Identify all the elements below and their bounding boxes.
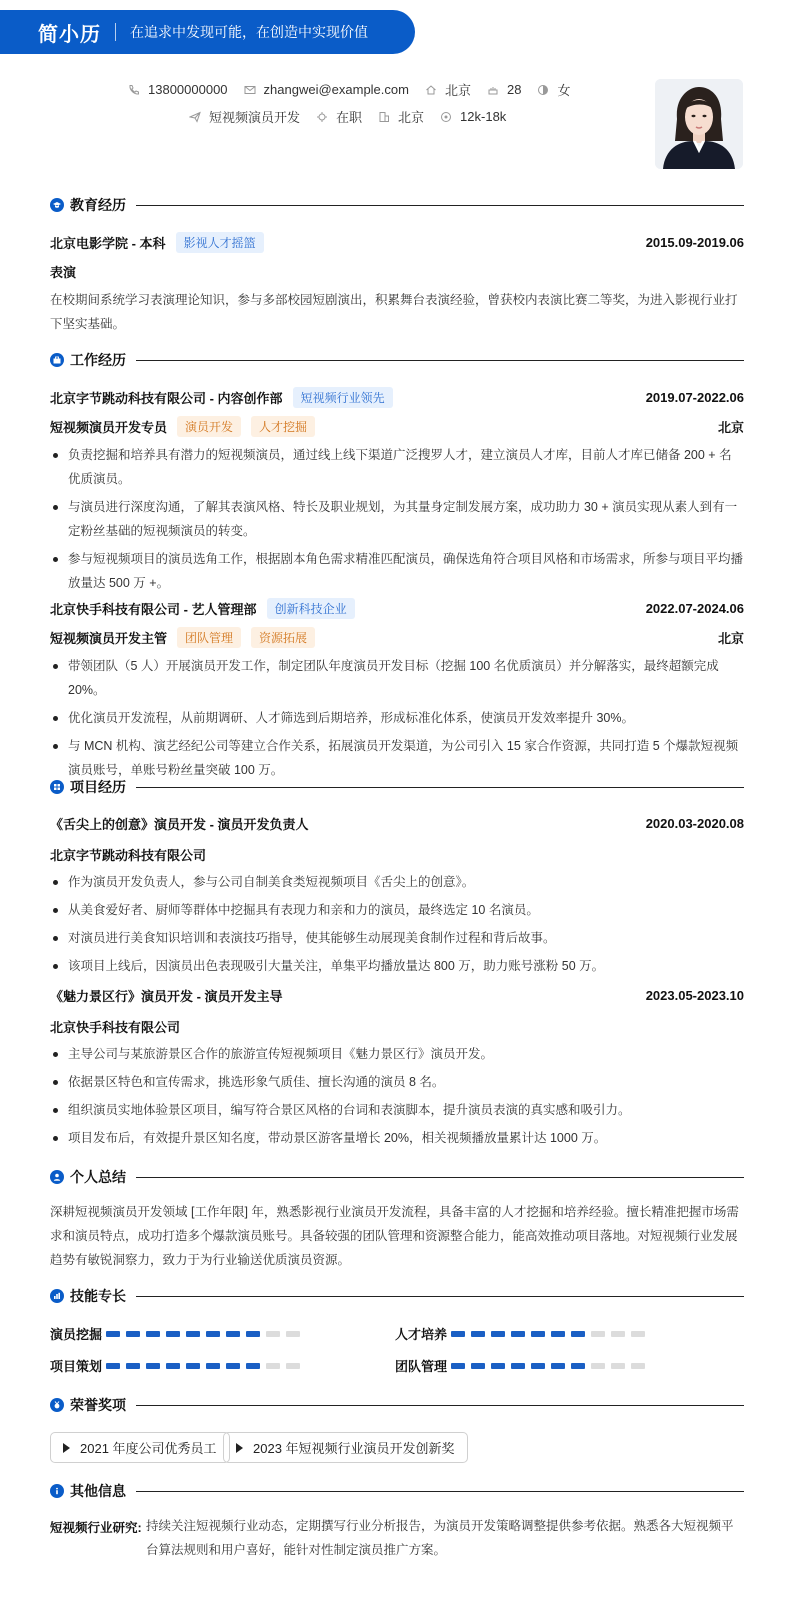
phone-icon [128,84,140,96]
skill-item [50,1324,306,1343]
briefcase-icon [50,353,64,367]
summary-text: 深耕短视频演员开发领域 [工作年限] 年，熟悉影视行业演员开发流程，具备丰富的人才挖掘和培养经验。擅长精准把握市场需求和演员特点，成功打造多个爆款演员账号。具备较强的团队管理和资源整合能力，能高效推动项目落地。对短视频行业发展趋势有敏锐洞察力，致力于为行业输送优质演员资源。 [50,1205,739,1267]
list-item: 该项目上线后，因演员出色表现吸引大量关注，单集平均播放量达 800 万，助力账号涨粉 50 万。 [50,954,744,978]
location-item [425,80,471,99]
email-text: zhangwei@example.com [263,82,409,97]
list-item: 带领团队（5 人）开展演员开发工作，制定团队年度演员开发目标（挖掘 100 名优质演员）并分解落实，最终超额完成 20%。 [50,654,744,702]
skill-segment-filled [166,1363,180,1369]
status-icon [316,111,328,123]
section-awards [50,1395,744,1415]
skill-segment-filled [186,1331,200,1337]
skill-level-bar [106,1331,306,1337]
work-2-role-row [50,627,744,648]
skill-segment-filled [531,1363,545,1369]
list-item: 依据景区特色和宣传需求，挑选形象气质佳、擅长沟通的演员 8 名。 [50,1070,744,1094]
skill-segment-filled [511,1363,525,1369]
project-company: 北京快手科技有限公司 [50,1020,181,1035]
skill-segment-empty [266,1331,280,1337]
project-1-header [50,814,744,833]
skill-segment-empty [286,1331,300,1337]
skill-segment-empty [286,1363,300,1369]
contact-row-1 [128,80,586,99]
work-company: 北京字节跳动科技有限公司 - 内容创作部 [50,391,283,406]
list-item: 主导公司与某旅游景区合作的旅游宣传短视频项目《魅力景区行》演员开发。 [50,1042,744,1066]
banner-divider [115,23,116,41]
skill-segment-empty [591,1363,605,1369]
work-company-tag: 创新科技企业 [267,598,355,619]
list-item: 从美食爱好者、厨师等群体中挖掘具有表现力和亲和力的演员，最终选定 10 名演员。 [50,898,744,922]
skill-segment-filled [186,1363,200,1369]
salary-icon [440,111,452,123]
education-date: 2015.09-2019.06 [645,235,744,250]
skill-segment-filled [531,1331,545,1337]
list-item: 对演员进行美食知识培训和表演技巧指导，使其能够生动展现美食制作过程和背后故事。 [50,926,744,950]
skill-segment-filled [551,1331,565,1337]
other-text: 持续关注短视频行业动态，定期撰写行业分析报告，为演员开发策略调整提供参考依据。熟悉各大短视频平台算法规则和用户喜好，能针对性制定演员推广方案。 [146,1519,734,1557]
skill-segment-filled [146,1331,160,1337]
skill-segment-filled [491,1363,505,1369]
email-item [244,82,409,97]
section-summary [50,1167,744,1187]
skill-segment-empty [611,1363,625,1369]
skill-segment-filled [166,1331,180,1337]
mail-icon [244,84,256,96]
play-icon [236,1443,243,1453]
skill-segment-filled [246,1363,260,1369]
bar-chart-icon [50,1289,64,1303]
project-title: 《魅力景区行》演员开发 - 演员开发主导 [50,989,283,1004]
skill-segment-filled [246,1331,260,1337]
header-banner [0,10,415,54]
person-icon [50,1170,64,1184]
resume-slogan: 在追求中发现可能，在创造中实现价值 [130,24,368,40]
section-divider [136,205,744,206]
location-text: 北京 [444,83,471,98]
list-item: 与演员进行深度沟通，了解其表演风格、特长及职业规划，为其量身定制发展方案，成功助力 30 + 演员实现从素人到有一定粉丝基础的短视频演员的转变。 [50,495,744,543]
work-city: 北京 [717,420,744,435]
age-item [487,82,521,97]
skill-segment-filled [511,1331,525,1337]
role-tag: 演员开发 [177,416,241,437]
target-city-item [378,107,424,126]
section-divider [136,1491,744,1492]
work-date: 2019.07-2022.06 [645,390,744,405]
skill-segment-filled [551,1363,565,1369]
medal-icon [50,1398,64,1412]
skill-item [395,1324,651,1343]
skill-name: 演员挖掘 [50,1327,103,1342]
work-company-tag: 短视频行业领先 [293,387,393,408]
list-item: 负责挖掘和培养具有潜力的短视频演员，通过线上线下渠道广泛搜罗人才，建立演员人才库，目前人才库已储备 200 + 名优质演员。 [50,443,744,491]
section-divider [136,1177,744,1178]
school-tag: 影视人才摇篮 [176,232,264,253]
list-item: 组织演员实地体验景区项目，编写符合景区风格的台词和表演脚本，提升演员表演的真实感和吸引力。 [50,1098,744,1122]
play-icon [63,1443,70,1453]
project-company: 北京字节跳动科技有限公司 [50,848,207,863]
section-title: 荣誉奖项 [70,1397,126,1413]
project-date: 2023.05-2023.10 [645,988,744,1003]
education-header [50,232,744,253]
section-divider [136,1405,744,1406]
send-icon [189,111,201,123]
contact-row-2 [189,107,522,126]
section-title: 项目经历 [70,779,126,795]
section-other [50,1481,744,1501]
award-item [50,1432,230,1463]
project-2-bullets [50,1042,744,1154]
project-2-header [50,986,744,1005]
skill-segment-empty [631,1331,645,1337]
age-icon [487,84,499,96]
target-job-item [189,107,300,126]
skill-segment-filled [146,1363,160,1369]
phone-text: 13800000000 [148,82,228,97]
award-item [223,1432,468,1463]
target-city-text: 北京 [398,110,425,125]
resume-name: 简小历 [38,23,101,46]
section-title: 技能专长 [70,1288,126,1304]
skill-level-bar [106,1363,306,1369]
work-2-header [50,598,744,619]
work-role: 短视频演员开发专员 [50,420,168,435]
project-date: 2020.03-2020.08 [645,816,744,831]
skill-segment-filled [106,1331,120,1337]
section-skills [50,1286,744,1306]
gender-text: 女 [557,83,571,98]
list-item: 作为演员开发负责人，参与公司自制美食类短视频项目《舌尖上的创意》。 [50,870,744,894]
grid-icon [50,780,64,794]
project-title: 《舌尖上的创意》演员开发 - 演员开发负责人 [50,817,309,832]
role-tag: 资源拓展 [251,627,315,648]
other-label: 短视频行业研究: [50,1521,142,1535]
work-company: 北京快手科技有限公司 - 艺人管理部 [50,602,257,617]
skill-segment-filled [206,1363,220,1369]
skill-segment-filled [471,1363,485,1369]
school-name: 北京电影学院 - 本科 [50,236,166,251]
phone-item [128,82,228,97]
home-icon [425,84,437,96]
list-item: 项目发布后，有效提升景区知名度，带动景区游客量增长 20%，相关视频播放量累计达 1000 万。 [50,1126,744,1150]
section-title: 个人总结 [70,1169,126,1185]
skill-name: 团队管理 [395,1359,448,1374]
skill-name: 项目策划 [50,1359,103,1374]
graduation-cap-icon [50,198,64,212]
skill-segment-filled [451,1363,465,1369]
status-item [316,107,362,126]
age-text: 28 [506,82,522,97]
project-1-bullets [50,870,744,982]
skill-segment-empty [611,1331,625,1337]
section-divider [136,1296,744,1297]
skill-segment-filled [106,1363,120,1369]
skill-level-bar [451,1363,651,1369]
list-item: 与 MCN 机构、演艺经纪公司等建立合作关系，拓展演员开发渠道，为公司引入 15 家合作资源，共同打造 5 个爆款短视频演员账号，单账号粉丝量突破 100 万。 [50,734,744,782]
list-item: 参与短视频项目的演员选角工作，根据剧本角色需求精准匹配演员，确保选角符合项目风格和市场需求，所参与项目平均播放量达 500 万 +。 [50,547,744,595]
gender-icon [537,84,549,96]
work-city: 北京 [717,631,744,646]
skill-segment-filled [226,1331,240,1337]
skill-level-bar [451,1331,651,1337]
work-date: 2022.07-2024.06 [645,601,744,616]
skill-segment-filled [471,1331,485,1337]
section-work [50,350,744,370]
skill-segment-empty [591,1331,605,1337]
work-1-header [50,387,744,408]
award-text: 2021 年度公司优秀员工 [80,1441,217,1456]
section-education [50,195,744,215]
skill-segment-filled [126,1363,140,1369]
skill-item [50,1356,306,1375]
work-role: 短视频演员开发主管 [50,631,168,646]
award-text: 2023 年短视频行业演员开发创新奖 [253,1441,455,1456]
role-tag: 团队管理 [177,627,241,648]
skill-segment-filled [571,1363,585,1369]
salary-text: 12k-18k [460,109,507,124]
status-text: 在职 [336,110,363,125]
skill-segment-empty [631,1363,645,1369]
role-tag: 人才挖掘 [251,416,315,437]
section-divider [136,360,744,361]
skill-item [395,1356,651,1375]
section-title: 教育经历 [70,197,126,213]
profile-photo [655,79,743,169]
section-divider [136,787,744,788]
target-job-text: 短视频演员开发 [209,110,301,125]
section-title: 工作经历 [70,352,126,368]
education-major: 表演 [50,265,77,280]
skill-segment-filled [126,1331,140,1337]
skill-name: 人才培养 [395,1327,448,1342]
education-desc: 在校期间系统学习表演理论知识，参与多部校园短剧演出，积累舞台表演经验，曾获校内表演比赛二等奖，为进入影视行业打下坚实基础。 [50,293,738,331]
work-1-bullets [50,443,744,599]
gender-item [537,80,570,99]
skill-segment-empty [266,1363,280,1369]
section-projects [50,777,744,797]
salary-item [440,109,506,124]
building-icon [378,111,390,123]
work-1-role-row [50,416,744,437]
list-item: 优化演员开发流程，从前期调研、人才筛选到后期培养，形成标准化体系，使演员开发效率提升 30%。 [50,706,744,730]
info-icon [50,1484,64,1498]
skill-segment-filled [206,1331,220,1337]
section-title: 其他信息 [70,1483,126,1499]
skill-segment-filled [226,1363,240,1369]
skill-segment-filled [491,1331,505,1337]
work-2-bullets [50,654,744,786]
skill-segment-filled [571,1331,585,1337]
skill-segment-filled [451,1331,465,1337]
